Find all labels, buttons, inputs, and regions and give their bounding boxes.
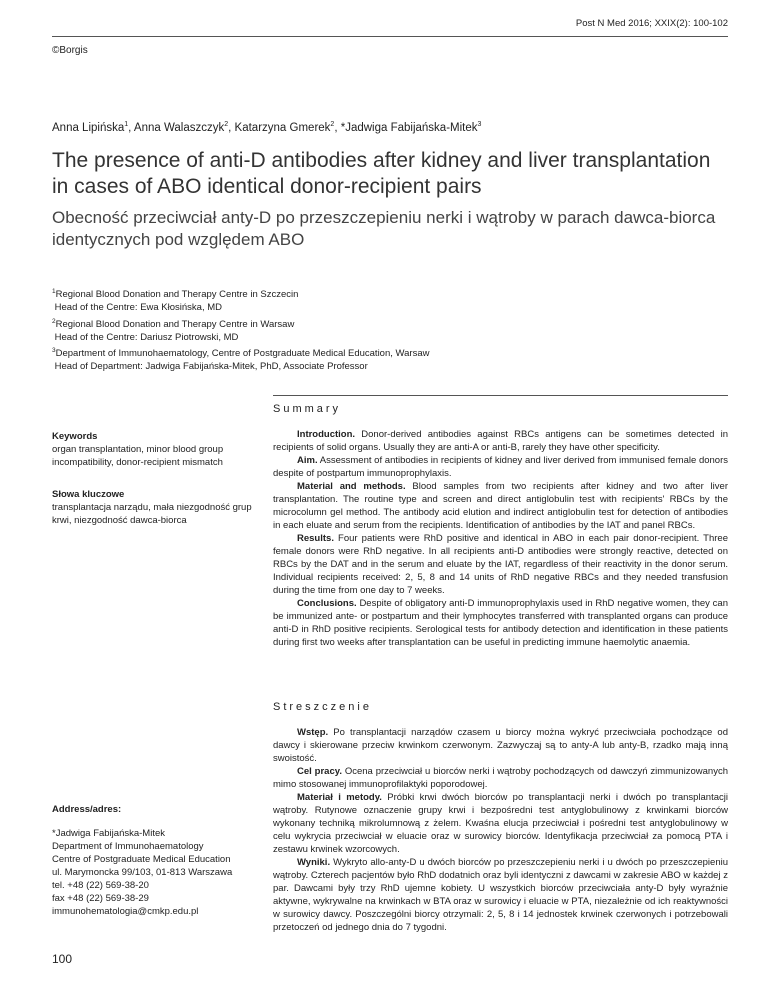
author-affiliation-ref: 1 [124,121,129,128]
affiliation-head: Head of the Centre: Ewa Kłosińska, MD [54,302,223,314]
streszczenie-paragraph: Cel pracy. Ocena przeciwciał u biorców nerki i wątroby pochodzących od dawczyń zimmunizowanych mimo stosowanej immunoprofilaktyki poporodowej. [273,766,728,790]
keywords-block [52,430,267,469]
address-line: ul. Marymoncka 99/103, 01-813 Warszawa [52,867,233,878]
author-name: Anna Lipińska [52,121,125,134]
affiliations [52,285,732,374]
streszczenie-body [273,726,728,934]
streszczenie-paragraph: Wstęp. Po transplantacji narządów czasem u biorcy można wykryć przeciwciała pochodzące od dawcy i skierowane przeciw krwinkom czerwonym. Zazwyczaj są to anty-A lub anty-B, rzadko mają inną swoistość. [273,727,728,764]
address-line: Department of Immunohaematology [52,841,204,852]
author-affiliation-ref: 2 [224,121,229,128]
slowa-kluczowe-heading: Słowa kluczowe [52,489,125,500]
address-line: *Jadwiga Fabijańska-Mitek [52,828,165,839]
header-divider [52,36,728,37]
journal-citation: Post N Med 2016; XXIX(2): 100-102 [575,18,728,29]
affiliation-head: Head of the Centre: Dariusz Piotrowski, MD [54,331,239,343]
article-title-polish: Obecność przeciwciał anty-D po przeszczepieniu nerki i wątroby w parach dawca-biorca identycznych pod względem ABO [52,208,716,249]
address-email: immunohematologia@cmkp.edu.pl [52,906,199,917]
slowa-kluczowe-text: transplantacja narządu, mała niezgodność grup krwi, niezgodność dawca-biorca [52,502,252,526]
summary-paragraph: Introduction. Donor-derived antibodies against RBCs antigens can be sometimes detected in recipients of solid organs. Usually they are anti-A or anti-B, rarely they have other specificity. [273,429,728,453]
author-list: Anna Lipińska$^1$, Anna Walaszczyk$^2$, Katarzyna Gmerek$^2$, *Jadwiga Fabijańska-Mitek$^3$ [52,121,482,134]
streszczenie-paragraph: Wyniki. Wykryto allo-anty-D u dwóch biorców po przeszczepieniu nerki i u dwóch po przeszczepieniu wątroby. Czterech pacjentów było RhD dodatnich oraz byli identyczni z dawcami w zakresie ABO w każdej z par. Dawcami były trzy RhD ujemne kobiety. U wszystkich biorców przeciwciała anty-D były wyraźnie aktywne, wykrywalne na krwinkach w BTA oraz w surowicy i eluacie w PTA, niezależnie od ich reaktywności w surowicy dawcy. Poszczególni biorcy otrzymali: 2, 5, 8 i 14 jednostek krwinek czerwonych i potrzebowali przetoczeń od jednego dnia do 7 tygodni. [273,857,728,933]
affiliation-line: $^2$Regional Blood Donation and Therapy Centre in Warsaw [52,317,295,330]
correspondence-address [52,803,267,918]
streszczenie-heading: Streszczenie [273,701,372,713]
address-line: fax +48 (22) 569-38-29 [52,893,149,904]
affiliation-line: $^1$Regional Blood Donation and Therapy Centre in Szczecin [52,288,299,301]
author-affiliation-ref: 3 [477,121,482,128]
publisher-mark: ©Borgis [52,45,88,56]
summary-paragraph: Conclusions. Despite of obligatory anti-D immunoprophylaxis used in RhD negative women, they can be immunized ante- or postpartum and their lymphocytes transferred with transplanted organs can produce anti-D in RhD positive recipients. Serological tests for antibody detection and identification in these patients during first two weeks after transplantation can be useful in predicting immune haemolytic anaemia. [273,598,728,648]
summary-paragraph: Results. Four patients were RhD positive and identical in ABO in each pair donor-recipient. Three female donors were RhD negative. In all recipients anti-D antibodies were strongly reactive, detected on RBCs by the DAT and in the serum and eluate by the IAT, regardless of their reactivity in the donor serum. Individual recipients received: 2, 5, 8 and 14 units of RhD negative RBCs and they needed transfusion during the time from one day to 7 weeks. [273,533,728,596]
author-name: Anna Walaszczyk [133,121,225,134]
affiliation-line: $^3$Department of Immunohaematology, Centre of Postgraduate Medical Education, Warsaw [52,347,430,360]
address-heading: Address/adres: [52,804,122,815]
keywords-text: organ transplantation, minor blood group incompatibility, donor-recipient mismatch [52,444,224,468]
summary-divider [273,395,728,396]
affiliation-head: Head of Department: Jadwiga Fabijańska-Mitek, PhD, Associate Professor [54,361,368,373]
summary-body [273,428,728,649]
article-title-english: The presence of anti-D antibodies after kidney and liver transplantation in cases of ABO identical donor-recipient pairs [52,149,711,198]
address-line: tel. +48 (22) 569-38-20 [52,880,149,891]
slowa-kluczowe-block [52,488,267,527]
address-line: Centre of Postgraduate Medical Education [52,854,231,865]
author-affiliation-ref: 2 [330,121,335,128]
author-name: Katarzyna Gmerek [234,121,331,134]
summary-paragraph: Aim. Assessment of antibodies in recipients of kidney and liver derived from immunised female donors despite of postpartum immunoprophylaxis. [273,455,728,479]
author-name: *Jadwiga Fabijańska-Mitek [340,121,478,134]
page-number: 100 [52,952,73,966]
streszczenie-paragraph: Materiał i metody. Próbki krwi dwóch biorców po transplantacji nerki i dwóch po transplantacji wątroby. Rutynowe oznaczenie grupy krwi i bezpośredni test antyglobulinowy z krwinkami biorców wykonany techniką mikrolumnową z żelem. Kwaśna elucja przeciwciał i pośredni test antyglobulinowy w celu wykrycia przeciwciał w eluacie oraz w surowicy biorców. Identyfikacja przeciwciał za pomocą PTA i zestawu krwinek wzorcowych. [273,792,728,855]
summary-heading: Summary [273,403,342,415]
keywords-heading: Keywords [52,431,98,442]
summary-paragraph: Material and methods. Blood samples from two recipients after kidney and two after liver transplantation. The routine type and screen and direct antiglobulin test with recipients' RBCs by the microcolumn gel method. The antibody acid elution and indirect antiglobulin test for detection of antibodies in each eluate and serum from the recipients. Identification of antibodies by the IAT and panel RBCs. [273,481,728,531]
